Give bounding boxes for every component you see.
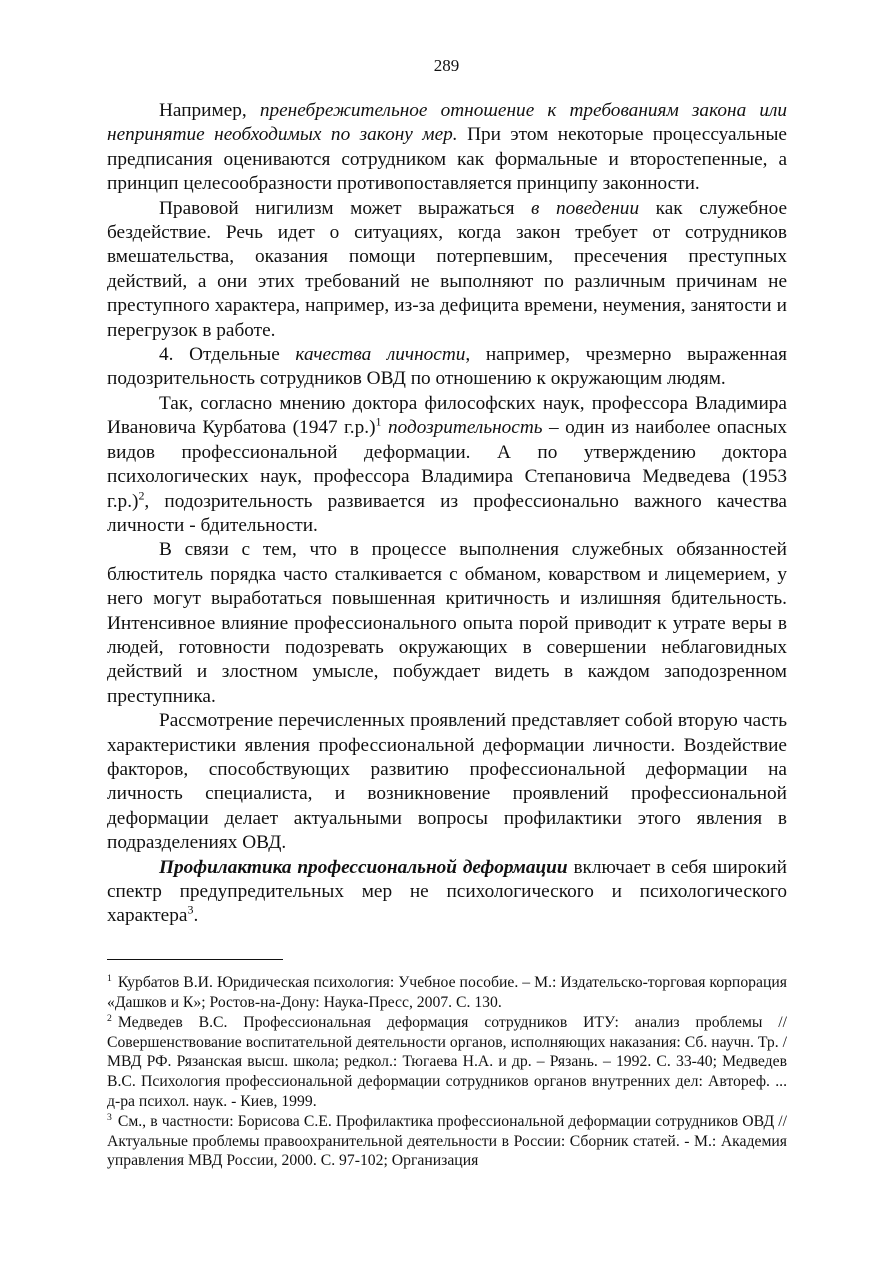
paragraph-1: [107, 99, 787, 197]
italic-text: подозрительность: [387, 417, 543, 439]
footnote-ref-2[interactable]: 2: [138, 488, 145, 503]
text-run: включает в себя широкий спектр предупредительных мер не психологического и психологического характера: [107, 856, 787, 927]
bold-italic-term: Профилактика профессиональной деформации: [159, 856, 568, 878]
paragraph-5: В связи с тем, что в процессе выполнения служебных обязанностей блюститель порядка часто сталкивается с обманом, коварством и лицемерием, у него могут выработаться повышенная критичность и излишняя бдительность. Интенсивное влияние профессионального опыта порой приводит к утрате веры в людей, готовности подозревать окружающих в совершении неблаговидных действий и злостном умысле, побуждает видеть в каждом заподозренном преступника.: [107, 539, 787, 707]
footnote-1: [107, 973, 787, 1012]
paragraph-4: [107, 392, 787, 538]
text-run: 4. Отдельные: [159, 344, 296, 366]
paragraph-7: [107, 856, 787, 929]
footnote-text: См., в частности: Борисова С.Е. Профилактика профессиональной деформации сотрудников ОВД // Актуальные проблемы правоохранительной деятельности в России: Сборник статей. - М.: Академия управления МВД России, 2000. С. 97-102; Организация: [107, 1113, 787, 1170]
footnote-mark: 1: [107, 972, 112, 984]
page-number: 289: [433, 56, 460, 75]
footnote-2: [107, 1013, 787, 1111]
italic-text: пренебрежительное отношение к требованиям закона или непринятие необходимых по закону мер.: [107, 100, 788, 146]
italic-text: в поведении: [531, 197, 640, 219]
text-run: – один из наиболее опасных видов профессиональной деформации. А по утверждению доктора психологических наук, профессора Владимира Степановича Медведева (1953 г.р.): [107, 417, 787, 512]
text-run: Так, согласно мнению доктора философских наук, профессора Владимира Ивановича Курбатова (1947 г.р.): [107, 392, 787, 439]
text-run: , подозрительность развивается из профессионально важного качества личности - бдительности.: [107, 490, 787, 536]
paragraph-6: Рассмотрение перечисленных проявлений представляет собой вторую часть характеристики явления профессиональной деформации личности. Воздействие факторов, способствующих развитию профессиональной деформации на личность специалиста, и возникновение проявлений профессиональной деформации делает актуальными вопросы профилактики этого явления в подразделениях ОВД.: [107, 710, 787, 854]
text-run: , например, чрезмерно выраженная подозрительность сотрудников ОВД по отношению к окружающим людям.: [107, 344, 788, 390]
text-run: Правовой нигилизм может выражаться: [159, 197, 532, 219]
footnote-mark: 3: [107, 1111, 112, 1123]
text-run: При этом некоторые процессуальные предписания оцениваются сотрудником как формальные и второстепенные, а принцип целесообразности противопоставляется принципу законности.: [107, 124, 787, 195]
text-run: как служебное бездействие. Речь идет о ситуациях, когда закон требует от сотрудников вмешательства, оказания помощи потерпевшим, пресечения преступных действий, а они этих требований не выполняют по различным причинам не преступного характера, например, из-за дефицита времени, неумения, занятости и перегрузок в работе.: [107, 197, 787, 341]
footnote-ref-1[interactable]: 1: [375, 414, 382, 429]
paragraph-3: [107, 343, 787, 392]
text-run: Например,: [159, 100, 260, 121]
footnotes: [107, 973, 787, 1172]
body-text: [107, 99, 787, 929]
paragraph-2: [107, 197, 787, 343]
footnote-divider: [107, 959, 283, 960]
footnote-3: [107, 1112, 787, 1171]
text-run: .: [193, 905, 199, 927]
footnote-text: Курбатов В.И. Юридическая психология: Учебное пособие. – М.: Издательско-торговая корпорация «Дашков и К»; Ростов-на-Дону: Наука-Пресс, 2007. С. 130.: [107, 974, 787, 1011]
footnote-text: Медведев В.С. Профессиональная деформация сотрудников ИТУ: анализ проблемы // Совершенствование воспитательной деятельности органов, исполняющих наказания: Сб. научн. Тр. / МВД РФ. Рязанская высш. школа; редкол.: Тюгаева Н.А. и др. – Рязань. – 1992. С. 33-40; Медведев В.С. Психология профессиональной деформации сотрудников органов внутренних дел: Автореф. ... д-ра психол. наук. - Киев, 1999.: [107, 1014, 787, 1110]
italic-text: качества личности: [295, 344, 466, 366]
footnote-ref-3[interactable]: 3: [187, 902, 194, 917]
footnote-mark: 2: [107, 1012, 112, 1024]
